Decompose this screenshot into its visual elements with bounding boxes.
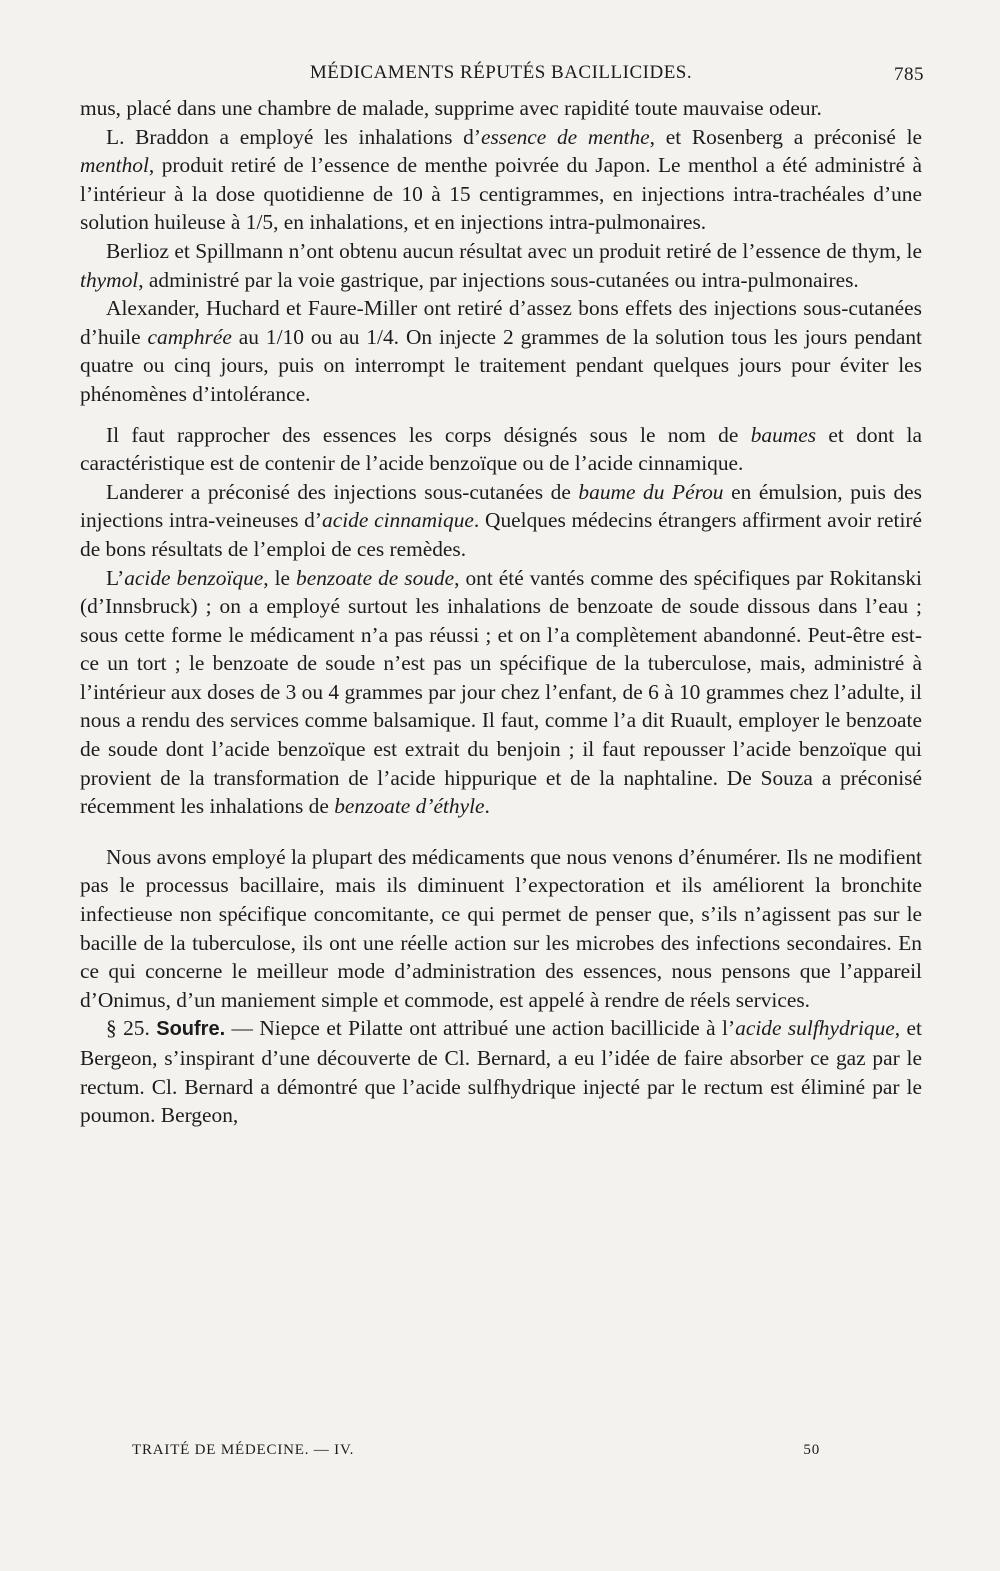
italic-term: acide cinnamique — [322, 508, 474, 533]
text-run: Landerer a préconisé des injections sous-cutanées de — [106, 479, 579, 504]
text-run: . Quelques médecins étrangers affirment avoir retiré de bons résultats de l’emploi de ces remèdes. — [80, 508, 923, 561]
text-run: Niepce et Pilatte ont attribué une action bacillicide à l’ — [259, 1016, 736, 1041]
text-run: , et Rosenberg a préconisé le — [649, 124, 923, 149]
text-run: , et Bergeon, s’inspirant d’une découverte de Cl. Bernard, a eu l’idée de faire absorber ce gaz par le rectum. Cl. Bernard a démontré que l’acide sulfhydrique injecté par le rectum est éliminé par le poumon. Bergeon, — [80, 1016, 922, 1128]
section-dash: — — [225, 1016, 260, 1041]
section-title: Soufre. — [156, 1018, 226, 1041]
italic-term: camphrée — [147, 324, 232, 349]
footer-sheet-number: 50 — [803, 1442, 820, 1458]
text-run: au 1/10 ou au 1/4. On injecte 2 grammes de la solution tous les jours pendant quatre ou cinq jours, puis on interrompt le traitement pendant quelques jours pour éviter les phénomènes d’intolérance. — [80, 324, 922, 406]
footer-signature: TRAITÉ DE MÉDECINE. — IV. — [132, 1442, 355, 1458]
italic-term: baume du Pérou — [578, 479, 724, 504]
text-run: , ont été vantés comme des spécifiques par Rokitanski (d’Innsbruck) ; on a employé surtout les inhalations de benzoate de soude dissous dans l’eau ; sous cette forme le médicament n’a pas réussi ; et on l’a complètement abandonné. Peut-être est-ce un tort ; le benzoate de soude n’est pas un spécifique de la tuberculose, mais, administré à l’intérieur aux doses de 3 ou 4 grammes par jour chez l’enfant, de 6 à 10 grammes chez l’adulte, il nous a rendu des services comme balsamique. Il faut, comme l’a dit Ruault, employer le benzoate de soude dont l’acide benzoïque est extrait du benjoin ; il faut repousser l’acide benzoïque qui provient de la transformation de l’acide hippurique et de la naphtaline. De Souza a préconisé récemment les inhalations de — [80, 565, 923, 819]
section-paragraph — [80, 1014, 922, 1129]
paragraph — [80, 843, 922, 1015]
text-run: en émulsion, puis des injections intra-veineuses d’ — [80, 479, 922, 533]
italic-term: acide sulfhydrique — [735, 1016, 895, 1041]
text-run: . — [484, 794, 490, 819]
paragraph — [80, 478, 922, 564]
text-run: et dont la caractéristique est de contenir de l’acide benzoïque ou de l’acide cinnamique. — [80, 422, 922, 476]
body-text — [80, 94, 922, 1130]
italic-term: essence de menthe — [480, 124, 650, 149]
italic-term: thymol — [80, 267, 139, 292]
page-number: 785 — [894, 64, 924, 85]
running-header — [80, 60, 922, 94]
italic-term: baumes — [750, 422, 817, 447]
italic-term: benzoate de soude — [296, 565, 455, 590]
text-run: , le — [263, 565, 297, 590]
text-run: L. Braddon a employé les inhalations d’ — [106, 124, 481, 149]
text-run: L’ — [106, 565, 125, 590]
text-run: , administré par la voie gastrique, par injections sous-cutanées ou intra-pulmonaires. — [138, 267, 859, 292]
paragraph — [80, 421, 922, 478]
paragraph — [80, 94, 922, 123]
text-run: , produit retiré de l’essence de menthe poivrée du Japon. Le menthol a été administré à l’intérieur à la dose quotidienne de 10 à 15 centigrammes, en injections intra-trachéales d’une solution huileuse à 1/5, en inhalations, et en injections intra-pulmonaires. — [80, 153, 922, 235]
italic-term: acide benzoïque — [124, 565, 264, 590]
italic-term: menthol — [80, 153, 149, 178]
paragraph — [80, 237, 922, 294]
section-number: § 25. — [106, 1016, 150, 1041]
italic-term: benzoate d’éthyle — [334, 794, 485, 819]
paragraph — [80, 294, 922, 408]
text-run: Berlioz et Spillmann n’ont obtenu aucun résultat avec un produit retiré de l’essence de thym, le — [106, 238, 922, 263]
text-run: mus, placé dans une chambre de malade, supprime avec rapidité toute mauvaise odeur. — [80, 96, 822, 120]
text-run: Alexander, Huchard et Faure-Miller ont retiré d’assez bons effets des injections sous-cutanées d’huile — [80, 296, 922, 349]
paragraph — [80, 564, 922, 821]
text-run: Il faut rapprocher des essences les corps désignés sous le nom de — [106, 422, 751, 447]
text-run: Nous avons employé la plupart des médicaments que nous venons d’énumérer. Ils ne modifient pas le processus bacillaire, mais ils diminuent l’expectoration et ils améliorent la bronchite infectieuse non spécifique concomitante, ce qui permet de penser que, s’ils n’agissent pas sur le bacille de la tuberculose, ils ont une réelle action sur les microbes des infections secondaires. En ce qui concerne le meilleur mode d’administration des essences, nous pensons que l’appareil d’Onimus, d’un maniement simple et commode, est appelé à rendre de réels services. — [80, 844, 922, 1012]
running-title: MÉDICAMENTS RÉPUTÉS BACILLICIDES. — [309, 62, 693, 83]
paragraph — [80, 123, 922, 237]
